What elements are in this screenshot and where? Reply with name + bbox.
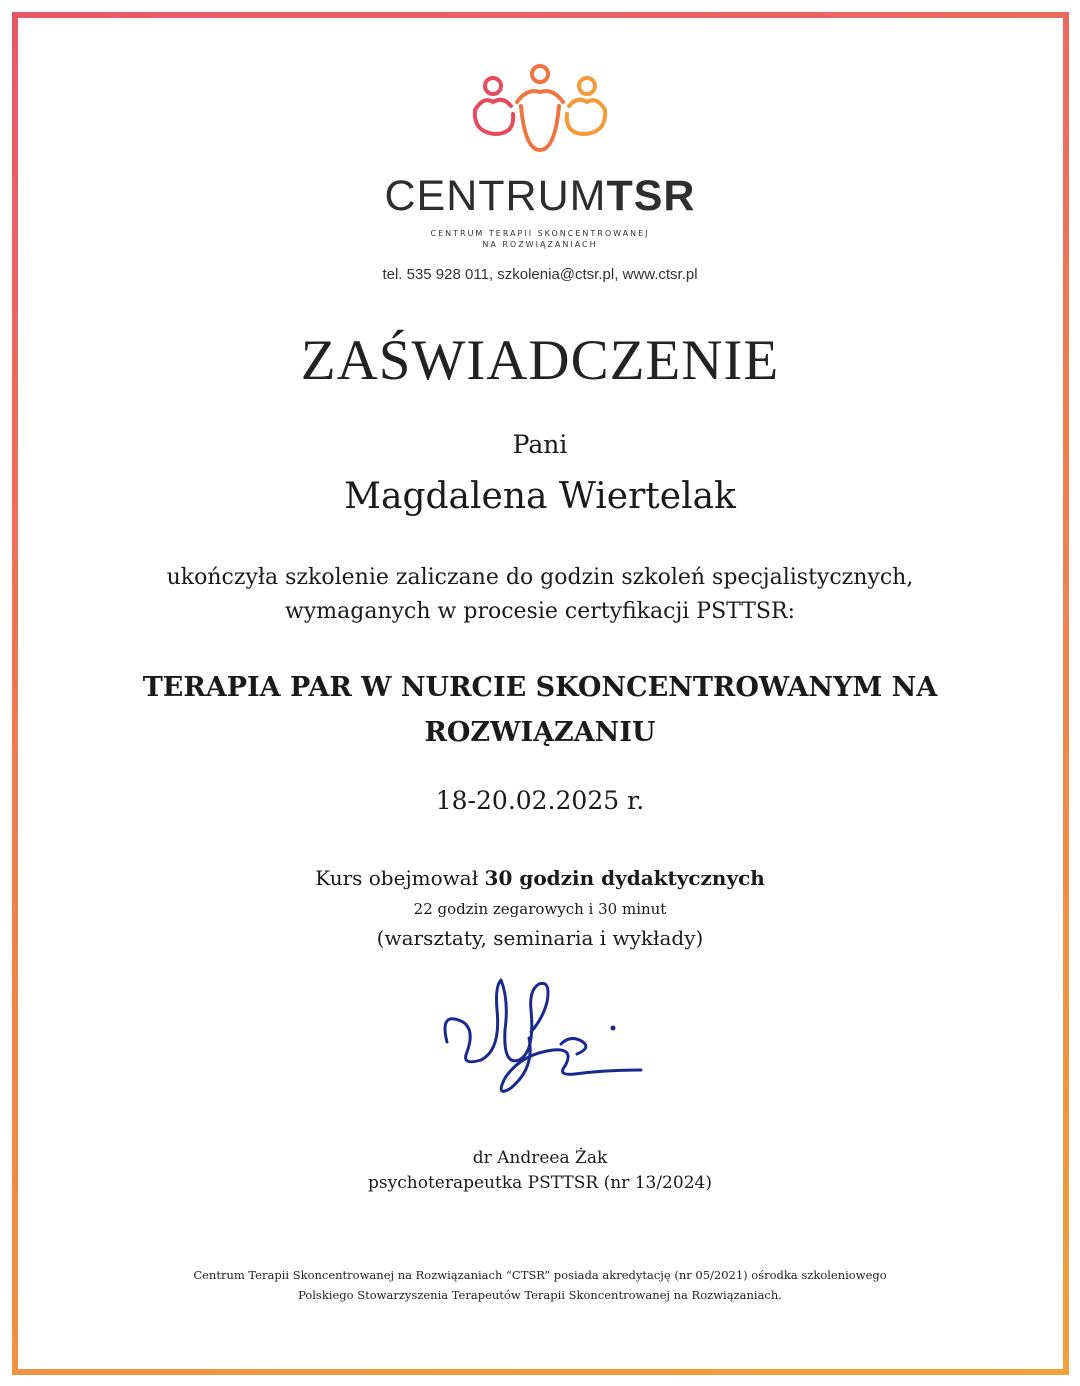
signer-role: psychoterapeutka PSTTSR (nr 13/2024) (368, 1173, 712, 1193)
certificate-title: ZAŚWIADCZENIE (300, 329, 780, 392)
ctsr-logo-icon (465, 62, 615, 157)
accreditation-footer (0, 1265, 1080, 1305)
brand-subtitle-line2: NA ROZWIĄZANIACH (482, 240, 598, 249)
description-line2: wymaganych w procesie certyfikacji PSTTSR: (285, 599, 795, 624)
brand-name (0, 172, 1080, 221)
course-date: 18-20.02.2025 r. (435, 786, 645, 815)
recipient-name: Magdalena Wiertelak (344, 476, 736, 517)
course-title-line1: TERAPIA PAR W NURCIE SKONCENTROWANYM NA (142, 672, 938, 703)
handwritten-signature (435, 970, 655, 1110)
salutation: Pani (512, 430, 568, 459)
description (0, 561, 1080, 629)
brand-subtitle (0, 228, 1080, 250)
course-hours (0, 866, 1080, 890)
signer-name: dr Andreea Żak (472, 1148, 608, 1168)
hours-bold: 30 godzin dydaktycznych (484, 866, 765, 890)
hours-prefix: Kurs obejmował (315, 866, 485, 890)
contact-info: tel. 535 928 011, szkolenia@ctsr.pl, www.ctsr.pl (382, 266, 698, 283)
course-title (0, 665, 1080, 755)
clock-hours: 22 godzin zegarowych i 30 minut (413, 900, 667, 918)
brand-right: TSR (606, 172, 696, 220)
course-title-line2: ROZWIĄZANIU (424, 717, 656, 748)
course-forms: (warsztaty, seminaria i wykłady) (376, 926, 704, 950)
brand-left: CENTRUM (384, 172, 607, 220)
description-line1: ukończyła szkolenie zaliczane do godzin szkoleń specjalistycznych, (166, 565, 914, 590)
footer-line1: Centrum Terapii Skoncentrowanej na Rozwiązaniach “CTSR” posiada akredytację (nr 05/2021) ośrodka szkoleniowego (193, 1268, 887, 1282)
brand-subtitle-line1: CENTRUM TERAPII SKONCENTROWANEJ (430, 229, 650, 238)
footer-line2: Polskiego Stowarzyszenia Terapeutów Terapii Skoncentrowanej na Rozwiązaniach. (298, 1288, 782, 1302)
